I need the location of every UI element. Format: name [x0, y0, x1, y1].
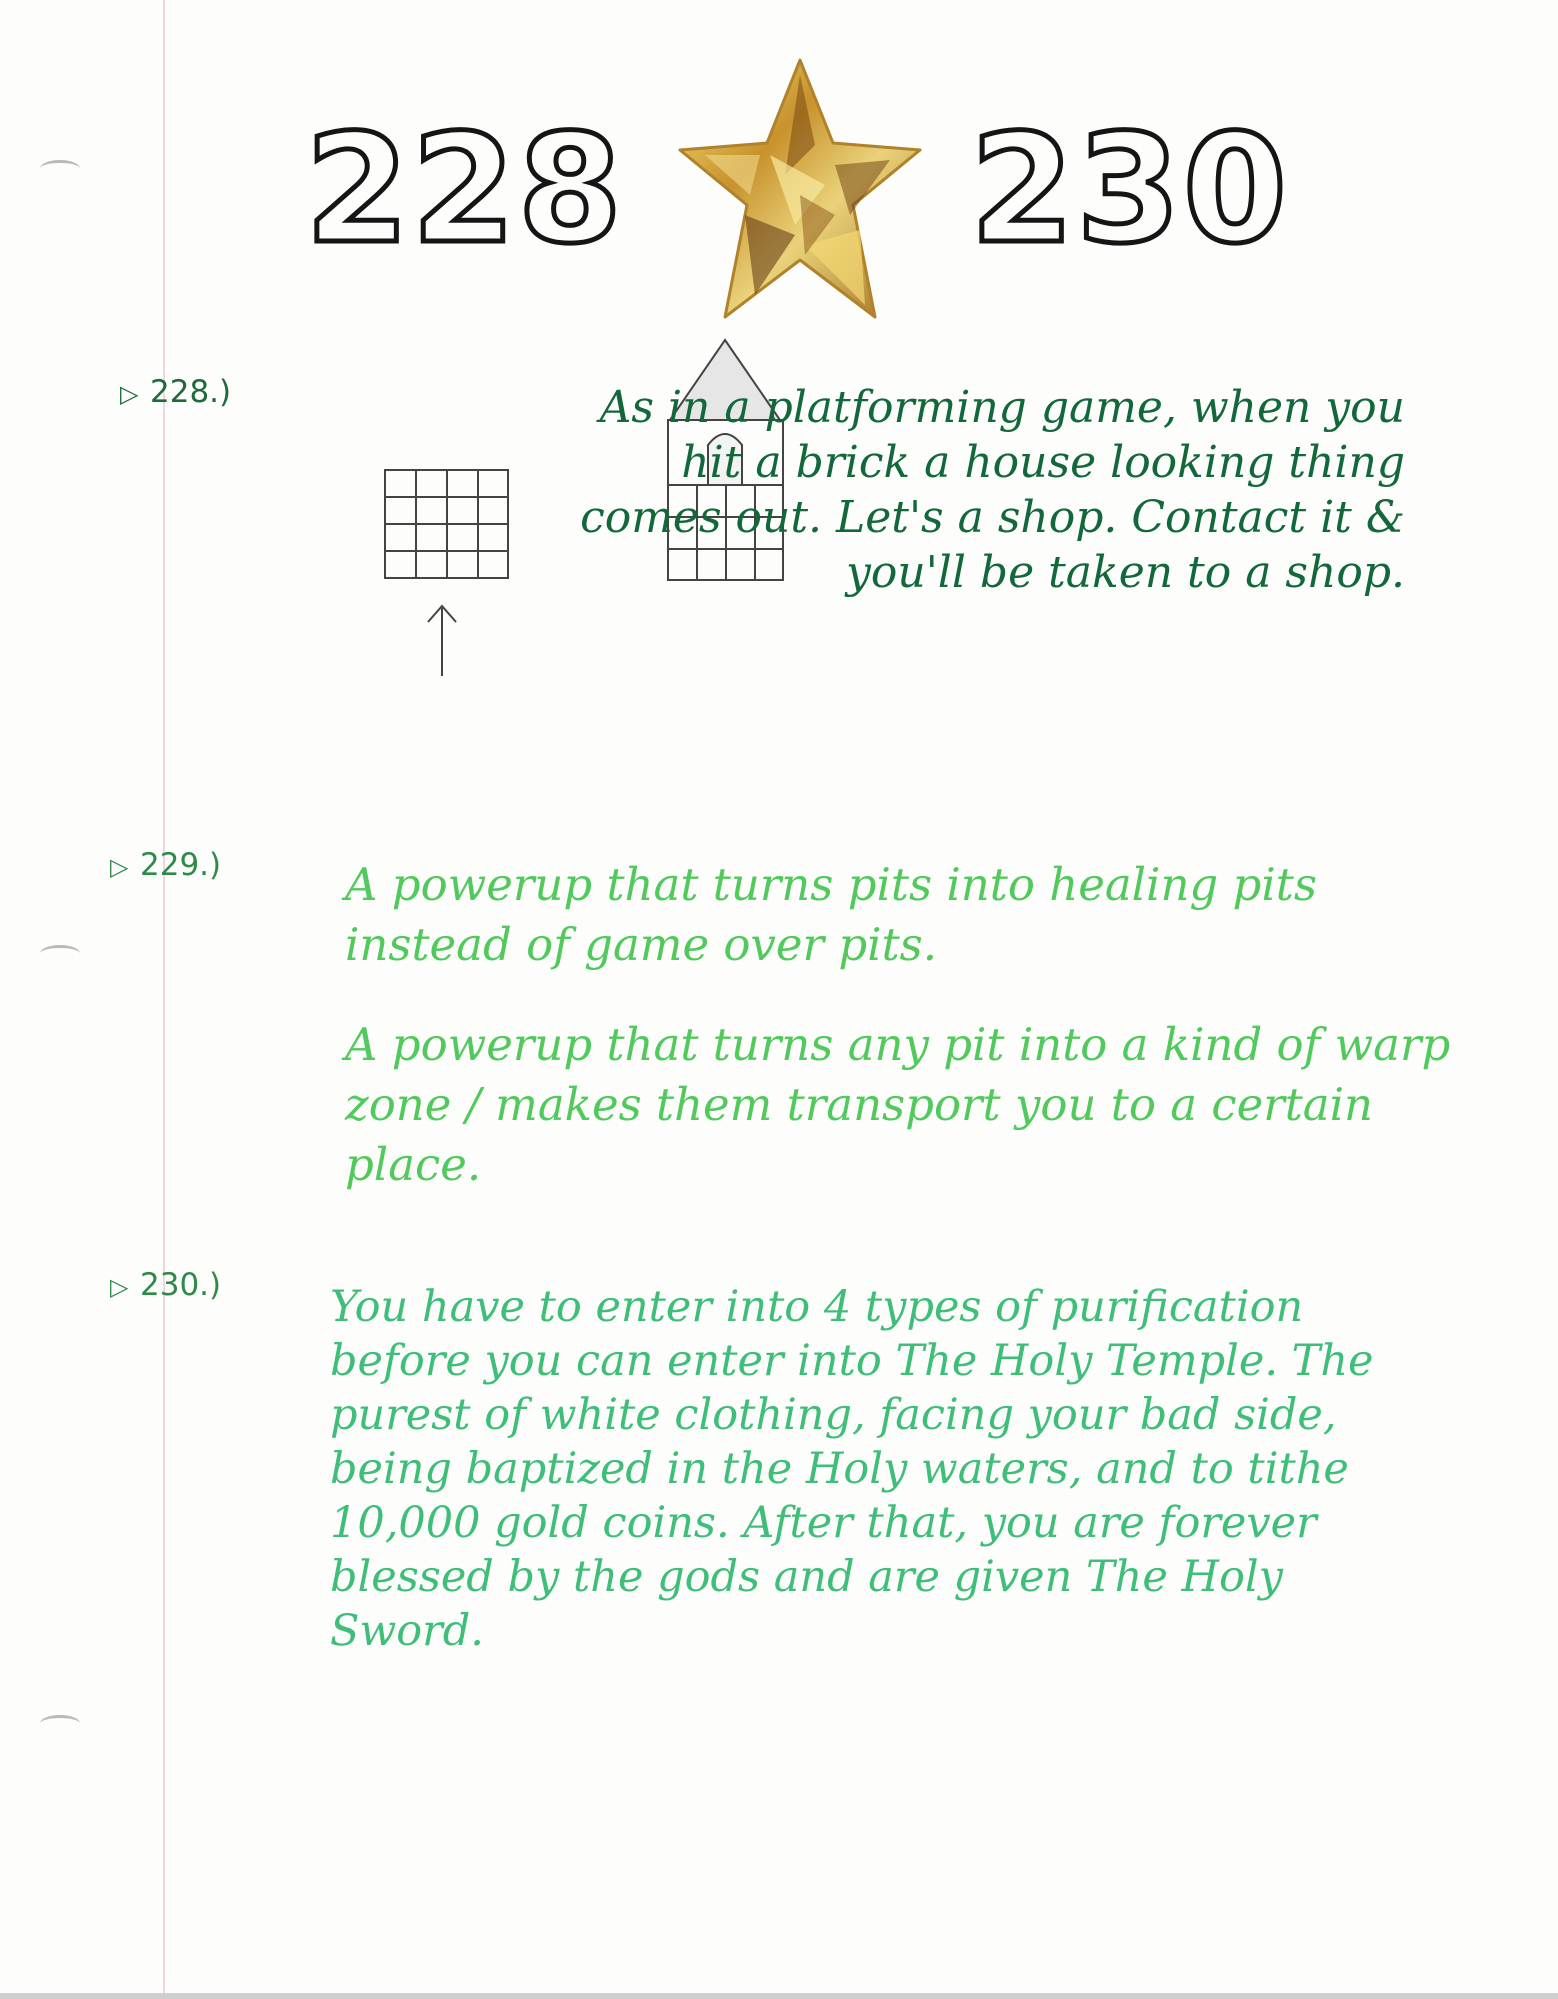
range-end-number: 230	[970, 103, 1290, 277]
notebook-margin-line	[163, 0, 165, 1999]
entry-230-text: You have to enter into 4 types of purification before you can enter into The Holy Temple. The purest of white clothing, facing your bad side, being baptized in the Holy waters, and to tithe 10,000 gold coins. After that, you are forever blessed by the gods and are given The Holy Sword.	[330, 1282, 1388, 1656]
triangle-bullet-icon: ▷	[110, 1273, 129, 1301]
entry-230-number: 230.)	[140, 1267, 222, 1303]
entry-229-number: 229.)	[140, 847, 222, 883]
up-arrow-icon	[420, 600, 465, 680]
triangle-bullet-icon: ▷	[120, 380, 139, 408]
entry-230-marker	[110, 1265, 340, 1305]
range-start-number: 228	[305, 103, 625, 277]
binder-hole-middle	[40, 945, 80, 962]
entry-229-marker	[110, 845, 340, 885]
binder-hole-top	[40, 160, 80, 177]
triangle-bullet-icon: ▷	[110, 853, 129, 881]
binder-hole-bottom	[40, 1715, 80, 1732]
entry-228-number: 228.)	[150, 374, 232, 410]
entry-228-marker	[120, 372, 350, 412]
gold-star-sticker-icon	[675, 55, 925, 325]
brick-block-sketch	[380, 465, 515, 585]
page-bottom-edge	[0, 1993, 1558, 1999]
entry-229-text-1: A powerup that turns pits into healing pits instead of game over pits.	[345, 858, 1332, 971]
entry-228-text: As in a platforming game, when you hit a brick a house looking thing comes out. Let's a shop. Contact it & you'll be taken to a shop.	[580, 382, 1419, 598]
entry-229-text-2: A powerup that turns any pit into a kind of warp zone / makes them transport you to a certain place.	[345, 1018, 1465, 1191]
